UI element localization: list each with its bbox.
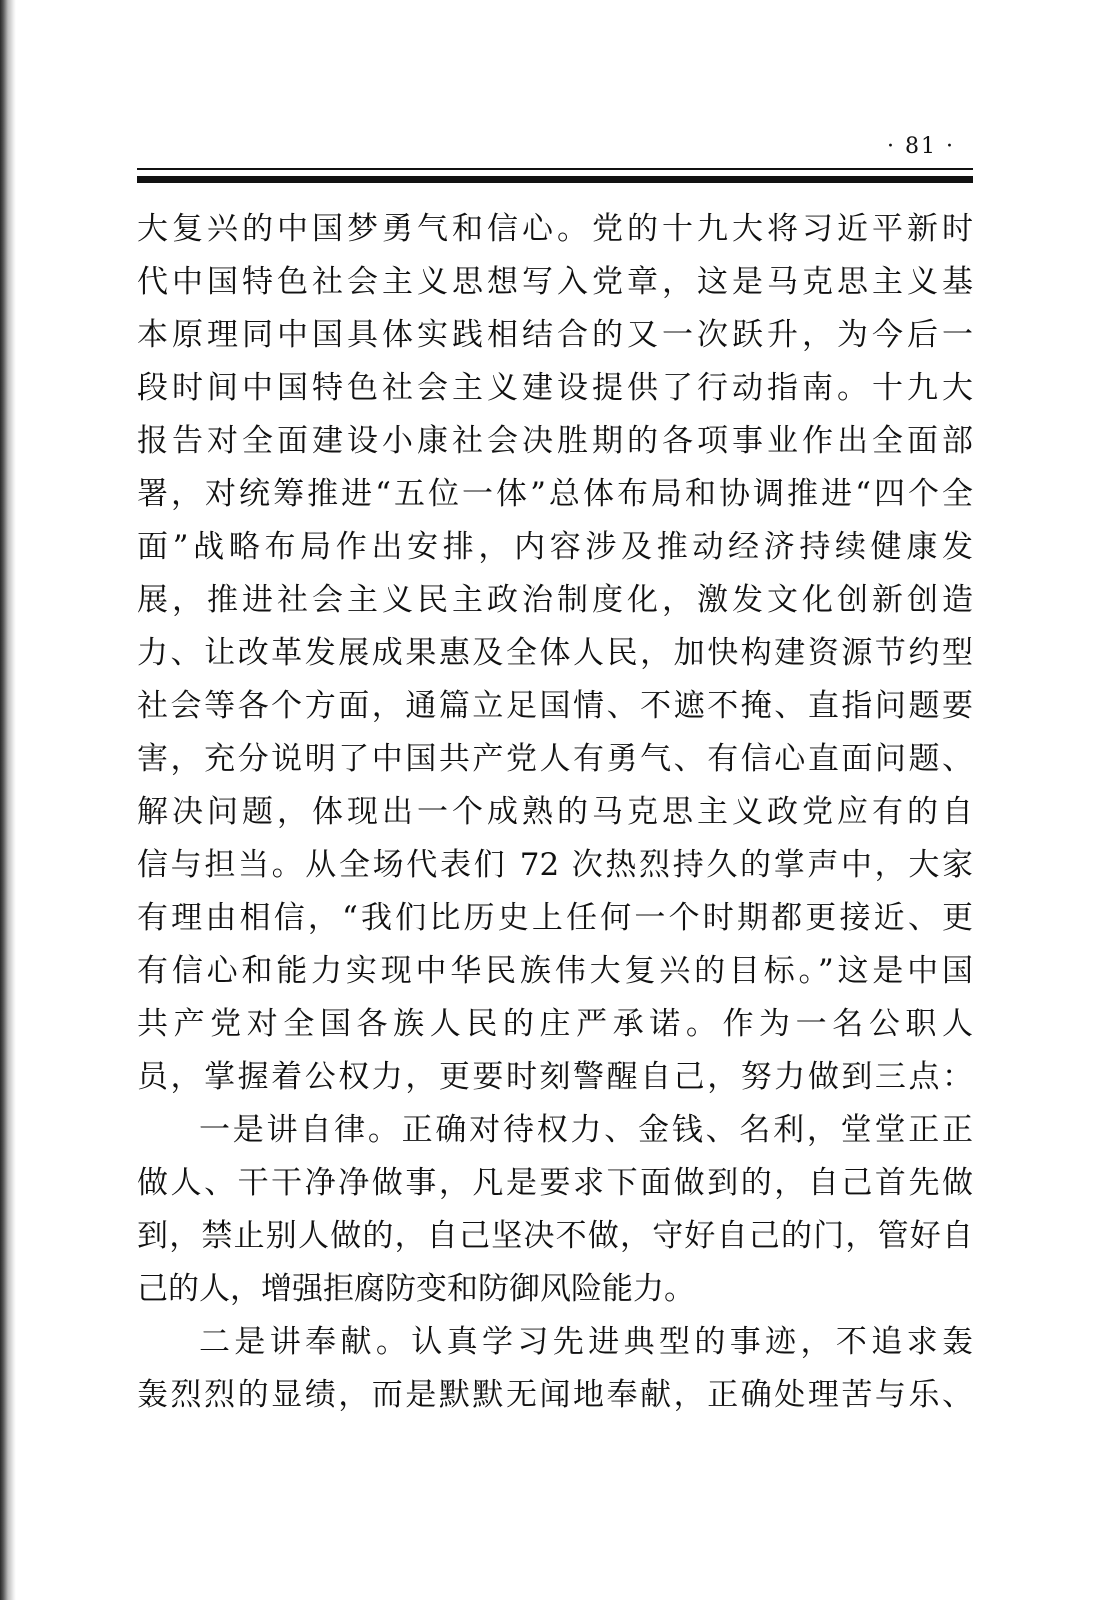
text-line: 共产党对全国各族人民的庄严承诺。作为一名公职人 bbox=[137, 1006, 973, 1042]
text-line: 社会等各个方面，通篇立足国情、不遮不掩、直指问题要 bbox=[137, 688, 973, 724]
text-line: 力、让改革发展成果惠及全体人民，加快构建资源节约型 bbox=[137, 635, 973, 671]
text-line: 害，充分说明了中国共产党人有勇气、有信心直面问题、 bbox=[137, 741, 973, 777]
text-line: 有理由相信，“我们比历史上任何一个时期都更接近、更 bbox=[137, 900, 973, 936]
paragraph-1-first-line: 一是讲自律。正确对待权力、金钱、名利，堂堂正正 bbox=[199, 1112, 973, 1148]
text-line: 段时间中国特色社会主义建设提供了行动指南。十九大 bbox=[137, 370, 973, 406]
header-rule-thin bbox=[137, 168, 973, 170]
text-line: 信与担当。从全场代表们 72 次热烈持久的掌声中，大家 bbox=[137, 847, 973, 883]
text-line: 大复兴的中国梦勇气和信心。党的十九大将习近平新时 bbox=[137, 211, 973, 247]
text-line: 做人、干干净净做事，凡是要求下面做到的，自己首先做 bbox=[137, 1165, 973, 1201]
text-line: 解决问题，体现出一个成熟的马克思主义政党应有的自 bbox=[137, 794, 973, 830]
text-line: 本原理同中国具体实践相结合的又一次跃升，为今后一 bbox=[137, 317, 973, 353]
text-line: 有信心和能力实现中华民族伟大复兴的目标。”这是中国 bbox=[137, 953, 973, 989]
text-line: 署，对统筹推进“五位一体”总体布局和协调推进“四个全 bbox=[137, 476, 973, 512]
body-text bbox=[137, 203, 973, 1422]
page-header bbox=[137, 132, 973, 192]
paragraph-2-first-line: 二是讲奉献。认真学习先进典型的事迹，不追求轰 bbox=[199, 1324, 973, 1360]
paragraph-1-last-line: 己的人，增强拒腐防变和防御风险能力。 bbox=[137, 1271, 695, 1307]
text-line: 面”战略布局作出安排，内容涉及推动经济持续健康发 bbox=[137, 529, 973, 565]
text-line: 展，推进社会主义民主政治制度化，激发文化创新创造 bbox=[137, 582, 973, 618]
text-line: 到，禁止别人做的，自己坚决不做，守好自己的门，管好自 bbox=[137, 1218, 973, 1254]
page-number: · 81 · bbox=[887, 134, 955, 159]
header-rule-thick bbox=[137, 176, 973, 183]
scan-edge-shadow bbox=[0, 0, 16, 1600]
text-line: 员，掌握着公权力，更要时刻警醒自己，努力做到三点： bbox=[137, 1059, 973, 1095]
text-line: 轰烈烈的显绩，而是默默无闻地奉献，正确处理苦与乐、 bbox=[137, 1377, 973, 1413]
text-line: 报告对全面建设小康社会决胜期的各项事业作出全面部 bbox=[137, 423, 973, 459]
text-line: 代中国特色社会主义思想写入党章，这是马克思主义基 bbox=[137, 264, 973, 300]
